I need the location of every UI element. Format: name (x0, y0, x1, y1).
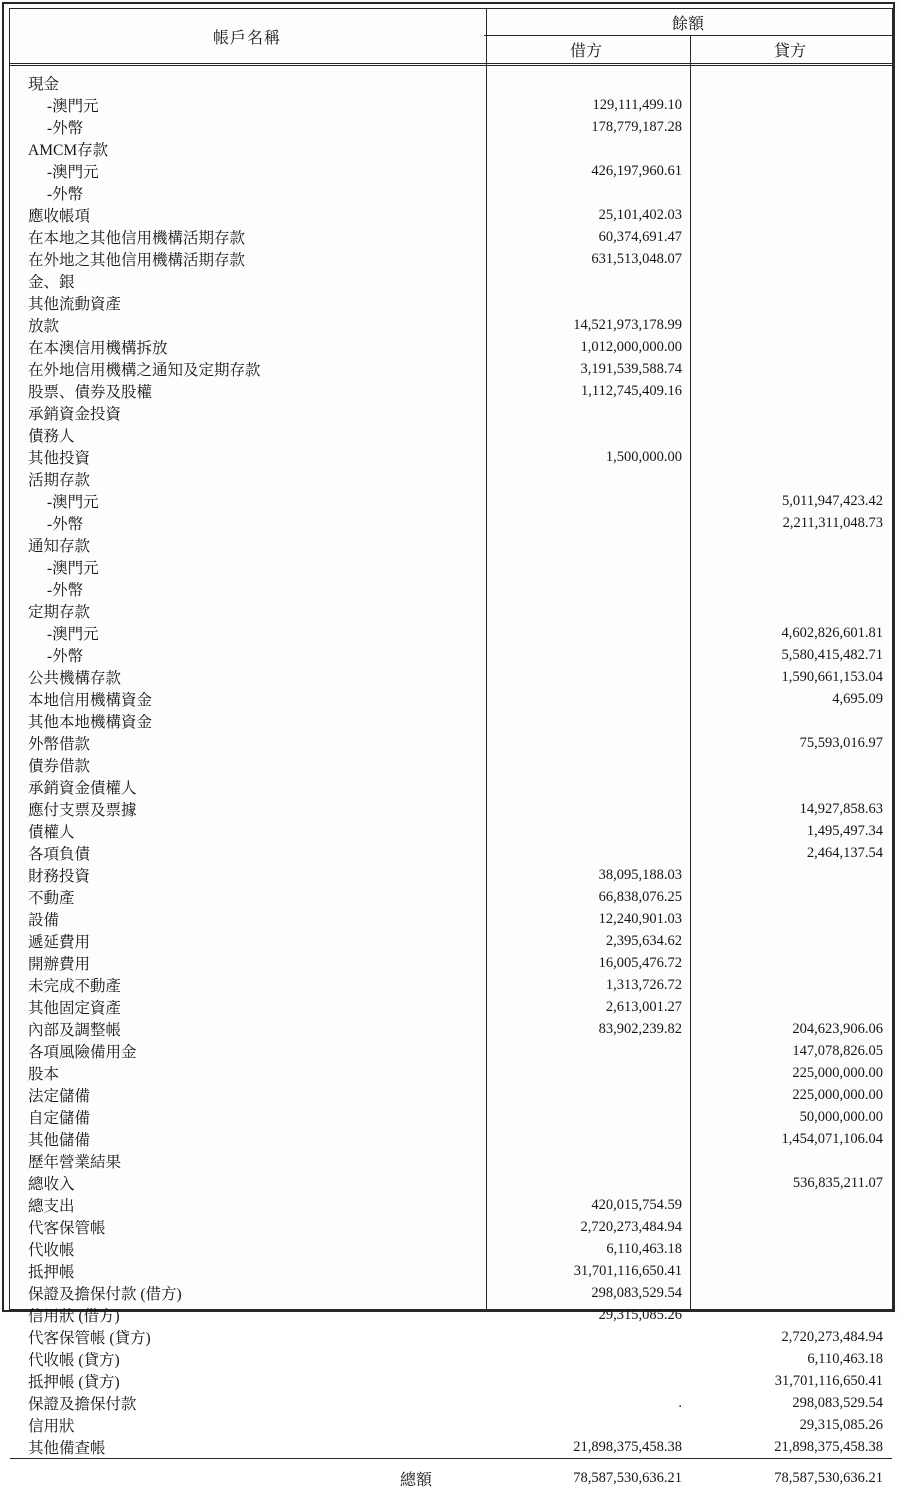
table-row (10, 336, 892, 358)
debit-value-cell: 1,500,000.00 (605, 448, 682, 465)
debit-value-cell: 420,015,754.59 (591, 1196, 682, 1213)
credit-value-cell: 5,580,415,482.71 (781, 646, 883, 663)
credit-value-cell: 31,701,116,650.41 (774, 1372, 883, 1389)
account-name-cell: 在本澳信用機構拆放 (28, 340, 168, 357)
table-row (10, 644, 892, 666)
account-name-cell: -外幣 (47, 120, 84, 137)
account-name-cell: 外幣借款 (28, 736, 91, 753)
table-row (10, 468, 892, 490)
debit-value-cell: 14,521,973,178.99 (573, 316, 682, 333)
account-name-cell: 其他儲備 (28, 1132, 91, 1149)
account-name-cell: -澳門元 (47, 164, 99, 181)
account-name-cell: 財務投資 (28, 868, 91, 885)
account-name-cell: 其他本地機構資金 (28, 714, 153, 731)
table-row (10, 402, 892, 424)
account-name-cell: 在外地信用機構之通知及定期存款 (28, 362, 261, 379)
debit-value-cell: 426,197,960.61 (591, 162, 682, 179)
debit-value-cell: 6,110,463.18 (606, 1240, 682, 1257)
table-row (10, 1260, 892, 1282)
table-row (10, 754, 892, 776)
debit-value-cell: 83,902,239.82 (598, 1020, 682, 1037)
credit-value-cell: 536,835,211.07 (792, 1174, 883, 1191)
table-row (10, 1106, 892, 1128)
account-name-cell: 信用狀 (28, 1418, 75, 1435)
account-name-cell: 股票、債券及股權 (28, 384, 153, 401)
credit-value-cell: 1,454,071,106.04 (781, 1130, 883, 1147)
table-row (10, 116, 892, 138)
debit-value-cell: 298,083,529.54 (591, 1284, 682, 1301)
credit-value-cell: 21,898,375,458.38 (774, 1438, 883, 1455)
table-row (10, 314, 892, 336)
table-row (10, 930, 892, 952)
table-row (10, 358, 892, 380)
debit-value-cell: 2,720,273,484.94 (580, 1218, 682, 1235)
account-name-cell: 債務人 (28, 428, 75, 445)
account-name-cell: 股本 (28, 1066, 60, 1083)
debit-value-cell: 66,838,076.25 (598, 888, 682, 905)
credit-value-cell: 75,593,016.97 (799, 734, 883, 751)
table-row (10, 666, 892, 688)
header-balance: 餘額 (484, 9, 892, 36)
account-name-cell: 保證及擔保付款 (28, 1396, 137, 1413)
account-name-cell: 其他流動資產 (28, 296, 122, 313)
account-name-cell: -外幣 (47, 186, 84, 203)
table-row (10, 732, 892, 754)
account-name-cell: 債券借款 (28, 758, 91, 775)
table-row (10, 1238, 892, 1260)
table-row (10, 622, 892, 644)
table-row (10, 974, 892, 996)
account-name-cell: AMCM存款 (28, 142, 109, 159)
table-row (10, 1128, 892, 1150)
table-row (10, 578, 892, 600)
account-name-cell: 不動產 (28, 890, 75, 907)
debit-value-cell: 31,701,116,650.41 (573, 1262, 682, 1279)
account-name-cell: 承銷資金債權人 (28, 780, 137, 797)
table-row (10, 1326, 892, 1348)
table-row (10, 248, 892, 270)
account-column-divider (486, 9, 487, 1309)
account-name-cell: 遞延費用 (28, 934, 91, 951)
debit-value-cell: 21,898,375,458.38 (573, 1438, 682, 1455)
account-name-cell: -外幣 (47, 648, 84, 665)
account-name-cell: -澳門元 (47, 560, 99, 577)
header-debit-credit-row (484, 36, 892, 63)
table-row (10, 886, 892, 908)
account-name-cell: 開辦費用 (28, 956, 91, 973)
account-name-cell: 承銷資金投資 (28, 406, 122, 423)
table-row (10, 182, 892, 204)
table-row (10, 380, 892, 402)
account-name-cell: 在本地之其他信用機構活期存款 (28, 230, 246, 247)
debit-value-cell: 178,779,187.28 (591, 118, 682, 135)
table-row (10, 534, 892, 556)
credit-value-cell: 4,695.09 (832, 690, 883, 707)
credit-value-cell: 6,110,463.18 (807, 1350, 883, 1367)
account-name-cell: 其他固定資產 (28, 1000, 122, 1017)
debit-value-cell: 16,005,476.72 (598, 954, 682, 971)
account-name-cell: 債權人 (28, 824, 75, 841)
account-name-cell: -澳門元 (47, 626, 99, 643)
table-row (10, 138, 892, 160)
credit-value-cell: 50,000,000.00 (799, 1108, 883, 1125)
credit-value-cell: 1,495,497.34 (806, 822, 883, 839)
table-row (10, 776, 892, 798)
credit-value-cell: 204,623,906.06 (792, 1020, 883, 1037)
account-name-cell: 應收帳項 (28, 208, 91, 225)
table-row (10, 1348, 892, 1370)
total-credit-value: 78,587,530,636.21 (774, 1470, 883, 1486)
table-body (10, 66, 892, 1458)
account-name-cell: 各項負債 (28, 846, 91, 863)
debit-value-cell: 29,315,085.26 (598, 1306, 682, 1323)
debit-credit-divider (690, 36, 691, 1309)
table-row (10, 952, 892, 974)
table-row (10, 710, 892, 732)
account-name-cell: -外幣 (47, 516, 84, 533)
credit-value-cell: 298,083,529.54 (792, 1394, 883, 1411)
account-name-cell: 抵押帳 (貸方) (28, 1374, 120, 1391)
table-row (10, 1370, 892, 1392)
account-name-cell: 歷年營業結果 (28, 1154, 122, 1171)
credit-value-cell: 2,211,311,048.73 (782, 514, 883, 531)
table-row (10, 1018, 892, 1040)
debit-value-cell: 2,395,634.62 (605, 932, 682, 949)
header-credit: 貸方 (773, 43, 806, 60)
table-row (10, 446, 892, 468)
credit-value-cell: 225,000,000.00 (792, 1086, 883, 1103)
debit-value-cell: 38,095,188.03 (598, 866, 682, 883)
account-name-cell: 定期存款 (28, 604, 91, 621)
table-row (10, 1282, 892, 1304)
account-name-cell: 本地信用機構資金 (28, 692, 153, 709)
account-name-cell: -外幣 (47, 582, 84, 599)
debit-value-cell: 1,313,726.72 (605, 976, 682, 993)
account-name-cell: 未完成不動產 (28, 978, 122, 995)
account-name-cell: 代收帳 (貸方) (28, 1352, 120, 1369)
table-row (10, 1040, 892, 1062)
account-name-cell: 保證及擔保付款 (借方) (28, 1286, 182, 1303)
table-row (10, 160, 892, 182)
table-row (10, 1304, 892, 1326)
table-row (10, 908, 892, 930)
account-name-cell: 現金 (28, 76, 60, 93)
account-name-cell: 應付支票及票據 (28, 802, 137, 819)
credit-value-cell: 1,590,661,153.04 (781, 668, 883, 685)
table-row (10, 1150, 892, 1172)
credit-value-cell: 147,078,826.05 (792, 1042, 883, 1059)
table-row (10, 512, 892, 534)
credit-value-cell: 14,927,858.63 (799, 800, 883, 817)
account-name-cell: 自定儲備 (28, 1110, 91, 1127)
table-row (10, 204, 892, 226)
account-name-cell: 總支出 (28, 1198, 75, 1215)
table-row (10, 292, 892, 314)
table-row (10, 270, 892, 292)
table-row (10, 1062, 892, 1084)
table-row (10, 1216, 892, 1238)
total-row (10, 1458, 892, 1498)
header-account-name: 帳戶名稱 (212, 29, 281, 47)
total-label: 總額 (399, 1472, 432, 1489)
account-name-cell: -澳門元 (47, 494, 99, 511)
account-name-cell: 通知存款 (28, 538, 91, 555)
account-name-cell: 活期存款 (28, 472, 91, 489)
account-name-cell: 放款 (28, 318, 60, 335)
header-balance-group (484, 9, 892, 63)
credit-value-cell: 5,011,947,423.42 (782, 492, 883, 509)
debit-value-cell: 25,101,402.03 (598, 206, 682, 223)
credit-value-cell: 29,315,085.26 (799, 1416, 883, 1433)
account-name-cell: 在外地之其他信用機構活期存款 (28, 252, 246, 269)
account-name-cell: 法定儲備 (28, 1088, 91, 1105)
total-debit-value: 78,587,530,636.21 (573, 1470, 682, 1486)
table-row (10, 490, 892, 512)
table-row (10, 556, 892, 578)
table-row (10, 226, 892, 248)
credit-value-cell: 4,602,826,601.81 (781, 624, 883, 641)
account-name-cell: 信用狀 (借方) (28, 1308, 120, 1325)
table-row (10, 1414, 892, 1436)
table-row (10, 820, 892, 842)
debit-value-cell: 60,374,691.47 (598, 228, 682, 245)
credit-value-cell: 2,464,137.54 (806, 844, 883, 861)
credit-value-cell: 225,000,000.00 (792, 1064, 883, 1081)
table-row (10, 1194, 892, 1216)
debit-value-cell: 1,112,745,409.16 (581, 382, 682, 399)
account-name-cell: 其他備查帳 (28, 1440, 106, 1457)
account-name-cell: 代收帳 (28, 1242, 75, 1259)
account-name-cell: 總收入 (28, 1176, 75, 1193)
table-row (10, 996, 892, 1018)
account-name-cell: 其他投資 (28, 450, 91, 467)
table-row (10, 424, 892, 446)
debit-value-cell: 1,012,000,000.00 (580, 338, 682, 355)
header-debit: 借方 (569, 43, 602, 60)
balance-table (9, 8, 893, 1489)
table-row (10, 798, 892, 820)
table-row (10, 72, 892, 94)
account-name-cell: 設備 (28, 912, 60, 929)
debit-value-cell: 631,513,048.07 (591, 250, 682, 267)
table-row (10, 1392, 892, 1414)
account-name-cell: -澳門元 (47, 98, 99, 115)
account-name-cell: 公共機構存款 (28, 670, 122, 687)
account-name-cell: 各項風險備用金 (28, 1044, 137, 1061)
account-name-cell: 金、銀 (28, 274, 75, 291)
table-row (10, 864, 892, 886)
debit-value-cell: 12,240,901.03 (598, 910, 682, 927)
debit-value-cell: 3,191,539,588.74 (580, 360, 682, 377)
table-header (10, 9, 892, 66)
account-name-cell: 代客保管帳 (貸方) (28, 1330, 151, 1347)
debit-value-cell: 129,111,499.10 (592, 96, 682, 113)
account-name-cell: 代客保管帳 (28, 1220, 106, 1237)
table-row (10, 1436, 892, 1458)
table-row (10, 600, 892, 622)
debit-value-cell: . (678, 1394, 682, 1411)
table-row (10, 94, 892, 116)
account-name-cell: 抵押帳 (28, 1264, 75, 1281)
table-row (10, 1084, 892, 1106)
debit-value-cell: 2,613,001.27 (605, 998, 682, 1015)
table-row (10, 842, 892, 864)
account-name-cell: 內部及調整帳 (28, 1022, 122, 1039)
credit-value-cell: 2,720,273,484.94 (781, 1328, 883, 1345)
table-row (10, 1172, 892, 1194)
table-row (10, 688, 892, 710)
